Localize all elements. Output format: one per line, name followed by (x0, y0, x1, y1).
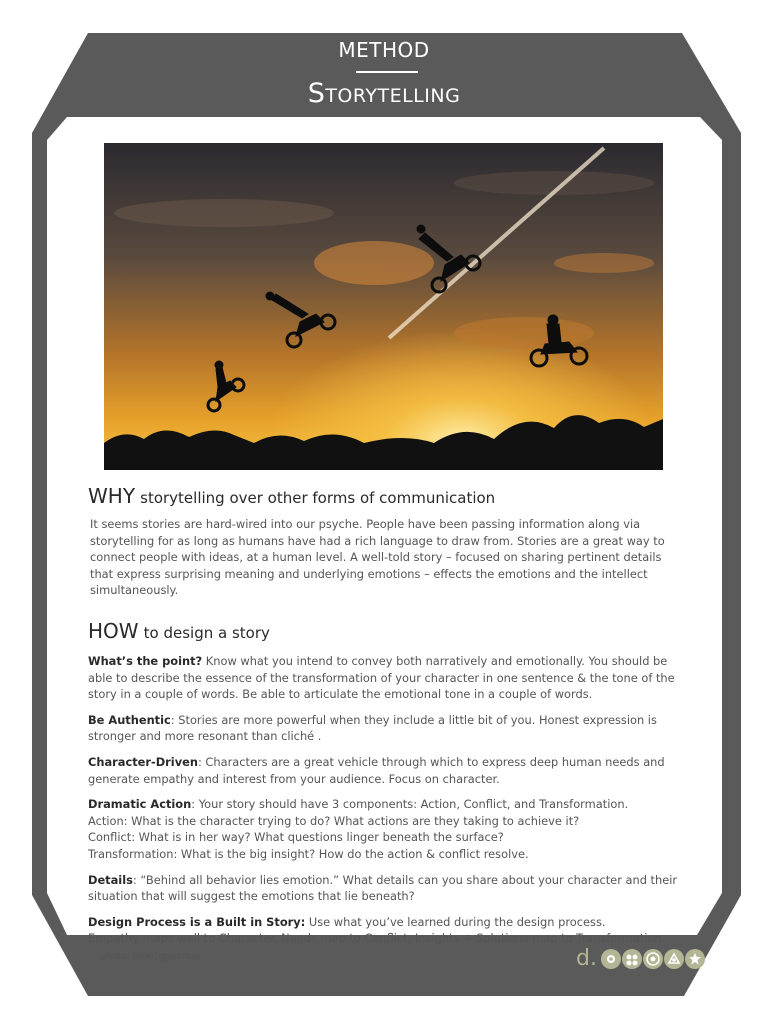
method-label: METHOD (338, 38, 430, 62)
prototype-icon (685, 949, 705, 969)
how-item-line: Conflict: What is in her way? What questions linger beneath the surface? (88, 830, 504, 845)
how-item-authentic (88, 712, 688, 745)
motocross-sunset-photo (104, 143, 663, 470)
point-of-view-icon (643, 949, 663, 969)
content-area (88, 484, 688, 947)
how-item-text: : Characters are a great vehicle through which to express deep human needs and generate empathy and interest from your audience. Focus on character. (88, 754, 665, 786)
why-heading-rest: storytelling over other forms of communication (140, 489, 496, 507)
how-item-label: What’s the point? (88, 653, 203, 668)
how-item-label: Be Authentic (88, 712, 171, 727)
how-item-text: : “Behind all behavior lies emotion.” What details can you share about your character and their situation that will suggest the emotions that lie beneath? (88, 872, 678, 904)
how-item-label: Design Process is a Built in Story: (88, 914, 306, 929)
how-heading-rest: to design a story (143, 623, 270, 642)
how-item-text: Know what you intend to convey both narratively and emotionally. You should be able to describe the essence of the transformation of your character in one sentence & the tone of the story in a couple of words. Be able to articulate the emotional tone in a couple of words. (88, 653, 675, 702)
why-paragraph: It seems stories are hard-wired into our psyche. People have been passing information along via storytelling for as long as humans have had a rich language to draw from. Stories are a great way to connect people with ideas, at a human level. A well-told story – focused on sharing pertinent details that express surprising meaning and underlying emotions – effects the emotions and the intellect simultaneously. (90, 517, 665, 598)
how-item-line: Action: What is the character trying to do? What actions are they taking to achieve it? (88, 813, 580, 828)
how-item-text: : Stories are more powerful when they include a little bit of you. Honest expression is stronger and more resonant than cliché . (88, 712, 657, 744)
how-item-details (88, 872, 688, 905)
how-item-dramatic-action (88, 796, 688, 862)
how-item-text: Use what you’ve learned during the design process. (305, 914, 606, 929)
observe-icon (622, 949, 642, 969)
understand-icon (601, 949, 621, 969)
dschool-logo (576, 946, 706, 972)
how-item-text: : Your story should have 3 components: Action, Conflict, and Transformation. (191, 797, 629, 812)
how-item-label: Details (88, 872, 133, 887)
how-item-design-process (88, 914, 688, 947)
how-item-point (88, 653, 688, 703)
brand-mark: d. (576, 946, 597, 971)
how-heading (88, 619, 688, 643)
how-item-label: Dramatic Action (88, 797, 192, 812)
page-title: Storytelling (307, 78, 461, 109)
how-item-character (88, 754, 688, 787)
header-divider (356, 71, 418, 73)
photo-credit: photo: flickr/gpwarlow (101, 952, 202, 962)
how-item-line: Empathy maps well to Character. Needs map to Conflict, Insights + Solutions map to Transformation. (88, 931, 666, 946)
how-item-line: Transformation: What is the big insight? How do the action & conflict resolve. (88, 846, 529, 861)
why-heading (88, 484, 688, 508)
why-heading-big: WHY (88, 484, 136, 508)
how-item-label: Character-Driven (88, 754, 198, 769)
process-icons (600, 948, 706, 970)
ideate-icon (664, 949, 684, 969)
how-heading-big: HOW (88, 618, 139, 643)
